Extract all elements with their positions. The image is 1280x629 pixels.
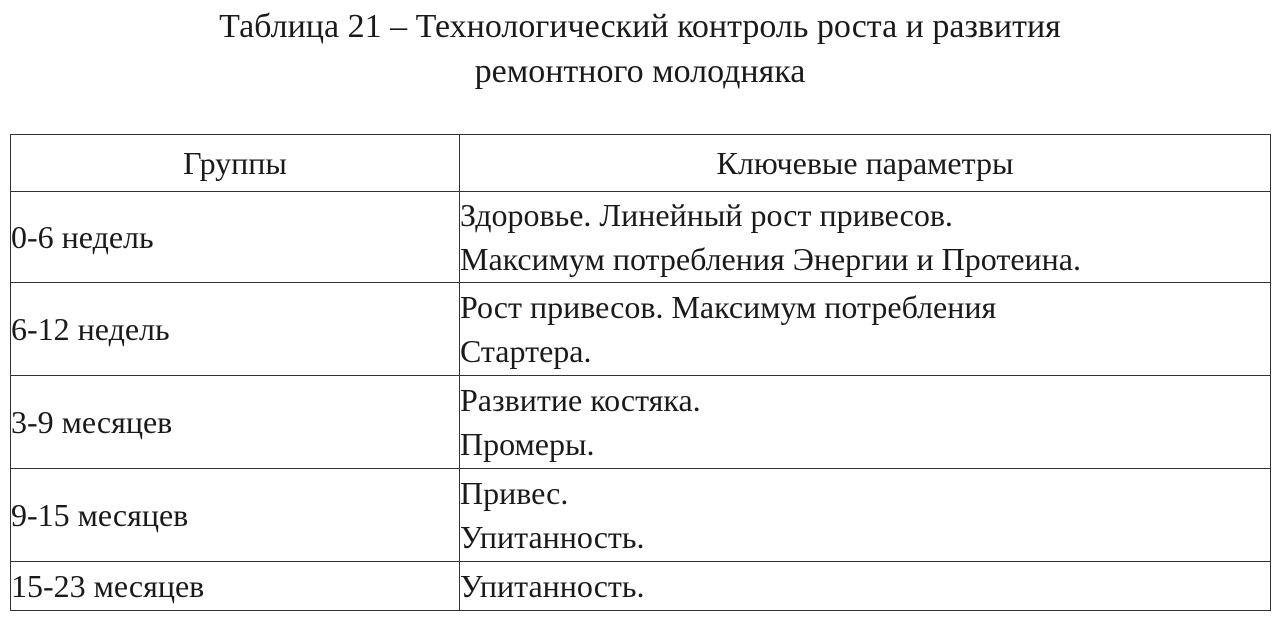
params-line: Стартера. bbox=[460, 333, 592, 369]
params-line: Привес. bbox=[460, 475, 569, 511]
group-cell: 9-15 месяцев bbox=[11, 469, 460, 562]
group-cell: 6-12 недель bbox=[11, 283, 460, 376]
group-cell: 15-23 месяцев bbox=[11, 562, 460, 611]
table-row bbox=[11, 376, 1271, 469]
growth-control-table bbox=[10, 134, 1271, 611]
table-row bbox=[11, 469, 1271, 562]
table-row bbox=[11, 283, 1271, 376]
params-line: Развитие костяка. bbox=[460, 382, 701, 418]
params-line: Максимум потребления Энергии и Протеина. bbox=[460, 241, 1081, 277]
params-line: Здоровье. Линейный рост привесов. bbox=[460, 197, 953, 233]
params-line: Промеры. bbox=[460, 426, 595, 462]
params-line: Упитанность. bbox=[460, 519, 645, 555]
caption-line-1: Таблица 21 – Технологический контроль роста и развития bbox=[219, 8, 1061, 45]
params-cell bbox=[460, 562, 1271, 611]
header-groups: Группы bbox=[11, 135, 460, 192]
table-row bbox=[11, 192, 1271, 283]
params-cell bbox=[460, 376, 1271, 469]
params-line: Рост привесов. Максимум потребления bbox=[460, 289, 997, 325]
caption-line-2: ремонтного молодняка bbox=[474, 53, 806, 90]
table-caption bbox=[0, 4, 1280, 94]
params-line: Упитанность. bbox=[460, 568, 645, 604]
params-cell bbox=[460, 469, 1271, 562]
params-cell bbox=[460, 283, 1271, 376]
group-cell: 3-9 месяцев bbox=[11, 376, 460, 469]
params-cell bbox=[460, 192, 1271, 283]
table-row bbox=[11, 562, 1271, 611]
table-header-row bbox=[11, 135, 1271, 192]
group-cell: 0-6 недель bbox=[11, 192, 460, 283]
header-key-parameters: Ключевые параметры bbox=[460, 135, 1271, 192]
